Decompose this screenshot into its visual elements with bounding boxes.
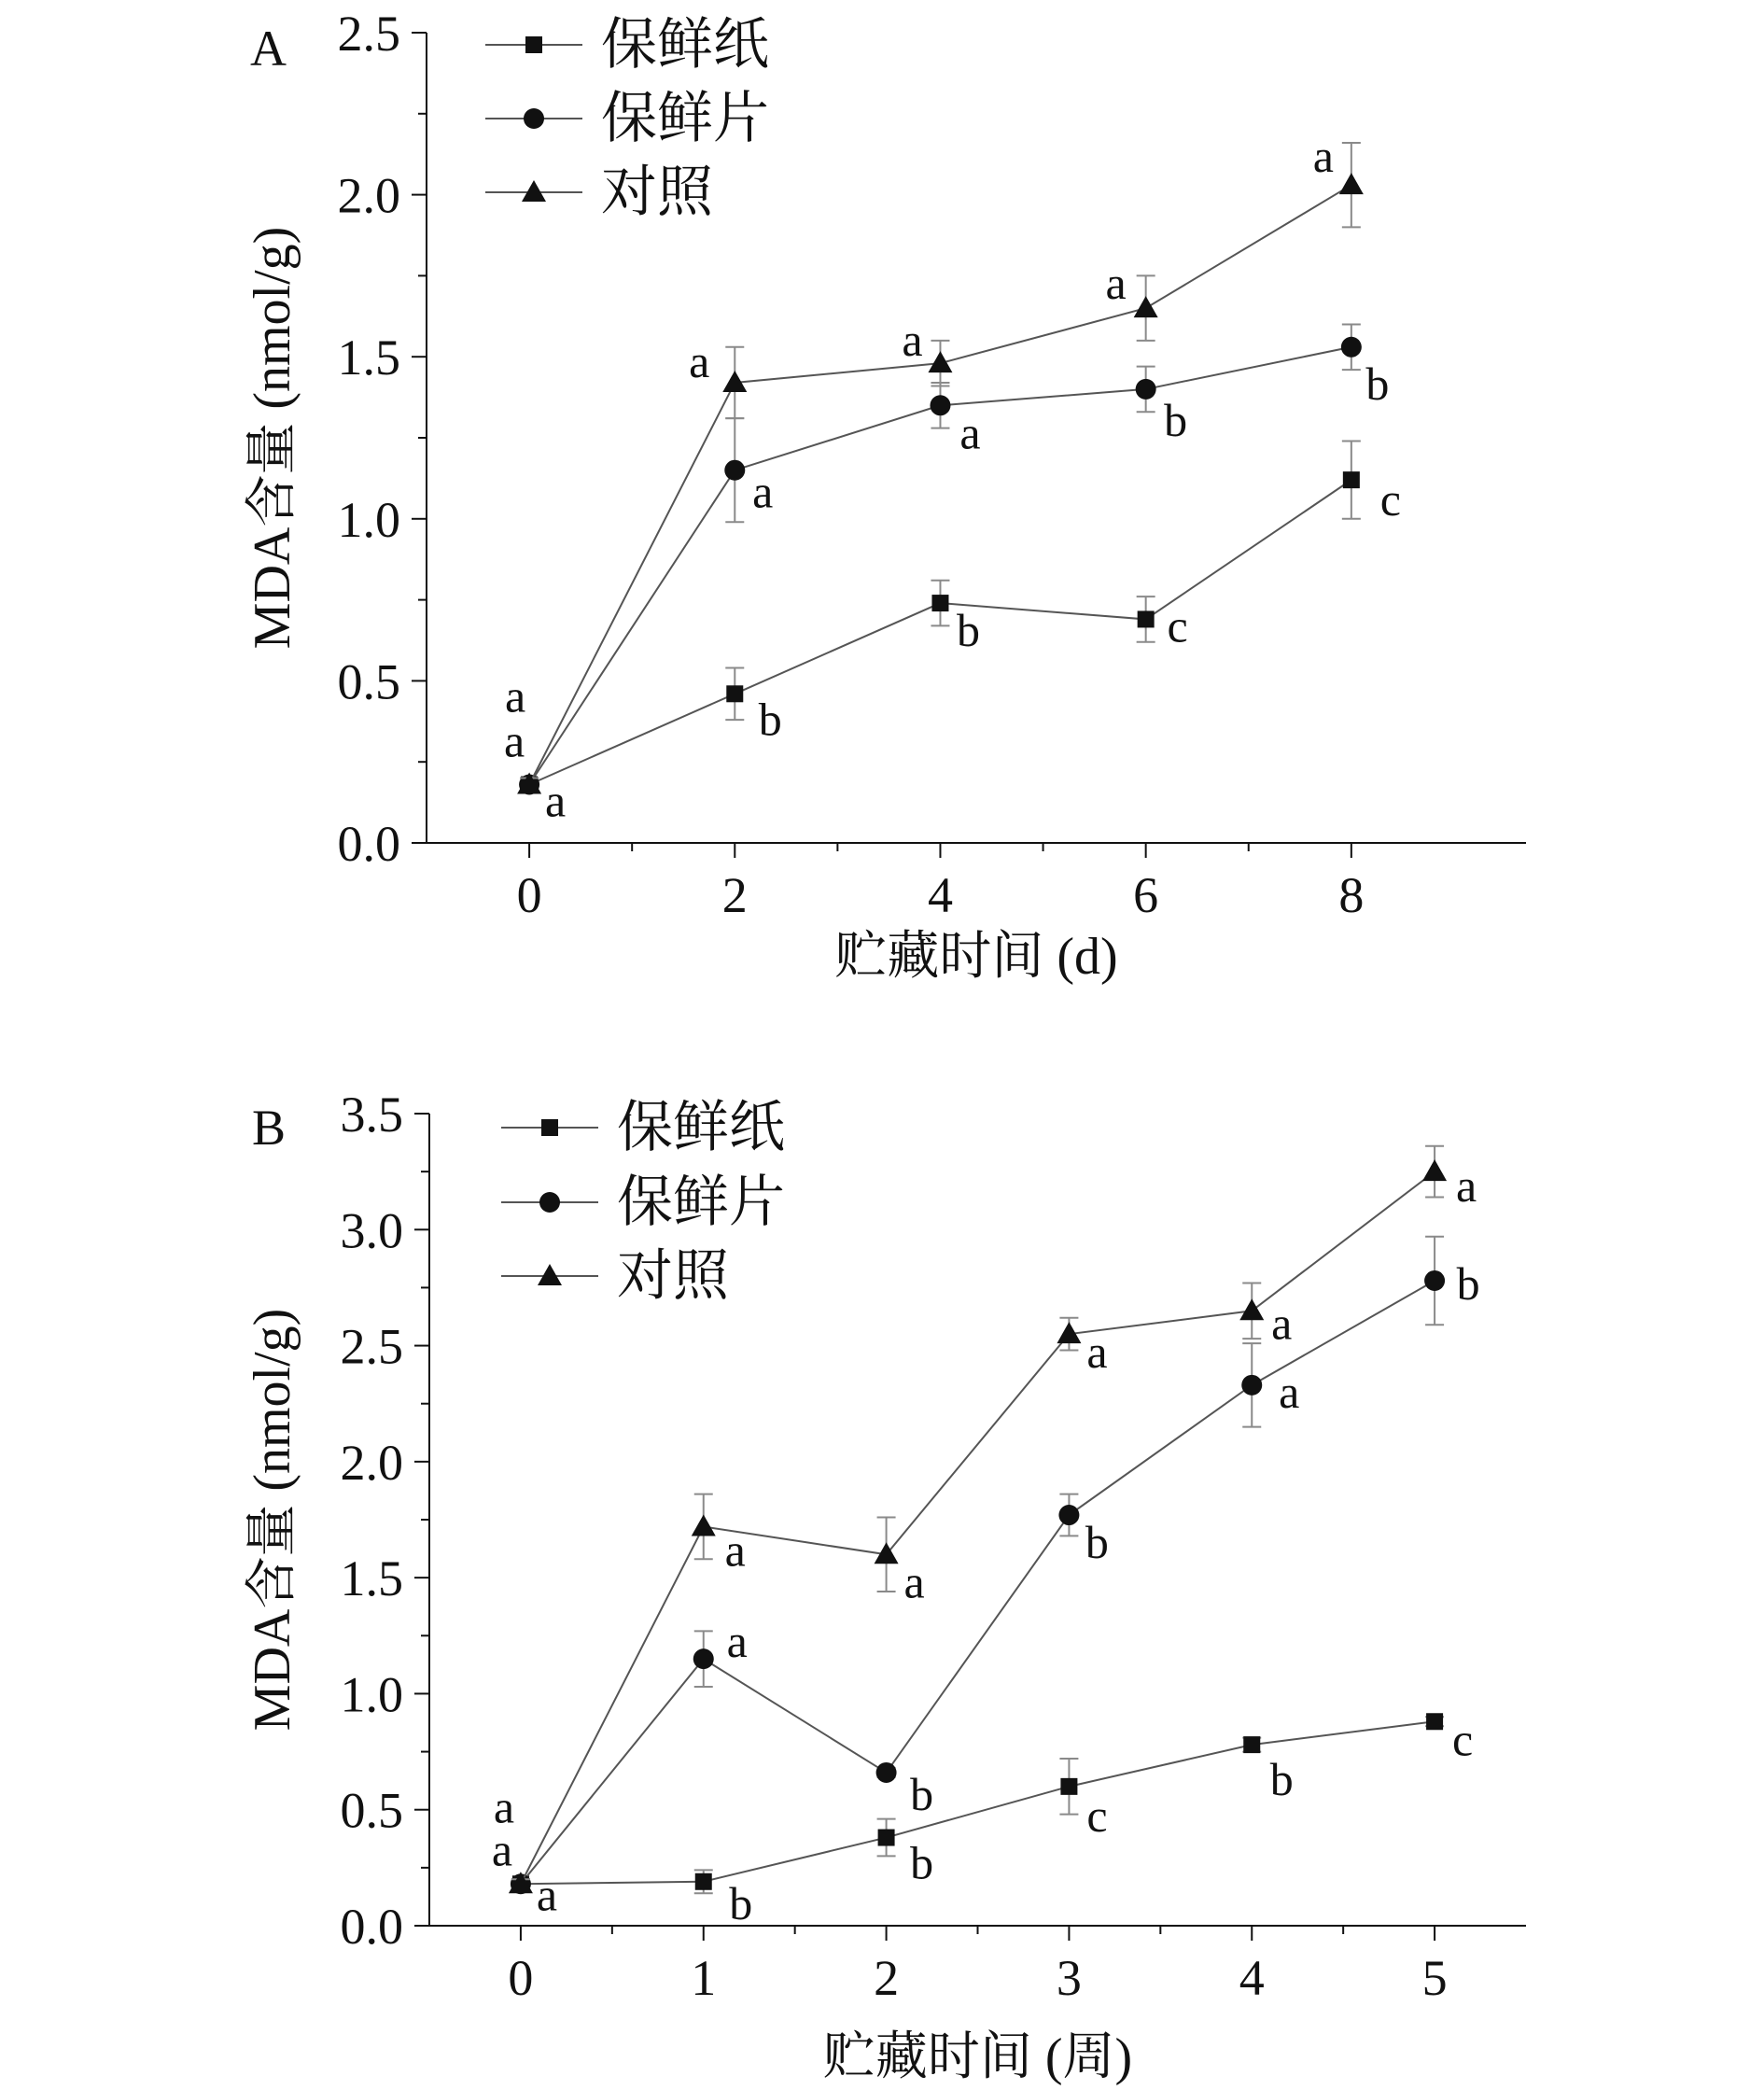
series-circle xyxy=(491,1237,1480,1895)
significance-letter: b xyxy=(910,1836,934,1889)
data-point-triangle xyxy=(1422,1159,1447,1181)
y-tick-label: 0.5 xyxy=(340,1782,403,1839)
data-point-square xyxy=(878,1830,895,1846)
series-triangle xyxy=(504,130,1364,793)
data-point-triangle xyxy=(692,1514,716,1536)
x-tick-label: 6 xyxy=(1133,867,1159,923)
significance-letter: b xyxy=(1269,1753,1294,1806)
data-point-square xyxy=(726,685,743,702)
data-point-circle xyxy=(1424,1270,1445,1291)
y-tick-label: 2.5 xyxy=(340,1318,403,1375)
significance-letter: a xyxy=(504,669,526,722)
series-line xyxy=(529,185,1351,784)
data-point-circle xyxy=(1136,379,1156,400)
x-axis-title: 贮藏时间 (d) xyxy=(834,928,1118,986)
significance-letter: a xyxy=(1279,1365,1300,1418)
y-tick-label: 1.5 xyxy=(340,1550,403,1607)
x-tick-label: 5 xyxy=(1421,1950,1448,2006)
panel-label: B xyxy=(252,1100,287,1156)
legend-marker-square xyxy=(525,36,542,53)
y-tick-label: 1.0 xyxy=(337,491,400,548)
significance-letter: a xyxy=(1105,257,1127,310)
y-tick-label: 2.0 xyxy=(337,167,400,224)
significance-letter: a xyxy=(491,1823,513,1876)
significance-letter: c xyxy=(1086,1788,1108,1842)
y-tick-label: 0.0 xyxy=(337,816,400,872)
data-point-triangle xyxy=(1339,173,1364,194)
significance-letter: a xyxy=(544,774,567,827)
significance-letter: a xyxy=(959,406,981,459)
legend-marker-triangle xyxy=(538,1264,562,1285)
data-point-square xyxy=(1060,1778,1077,1795)
data-point-triangle xyxy=(1239,1298,1264,1320)
chart-panel-A xyxy=(244,6,1526,986)
significance-letter: b xyxy=(1456,1256,1480,1310)
chart-panel-B xyxy=(244,1087,1526,2086)
data-point-circle xyxy=(724,460,745,481)
legend-label: 对照 xyxy=(617,1245,729,1307)
series-line xyxy=(529,480,1351,784)
data-point-square xyxy=(931,595,948,611)
y-tick-label: 2.5 xyxy=(337,6,400,62)
y-tick-label: 2.0 xyxy=(340,1434,403,1491)
series-line xyxy=(521,1721,1435,1884)
x-tick-label: 0 xyxy=(516,867,542,923)
data-point-square xyxy=(1343,471,1360,488)
significance-letter: c xyxy=(1379,473,1401,526)
data-point-square xyxy=(1138,610,1155,627)
y-axis-title: MDA含量 (nmol/g) xyxy=(244,1308,301,1732)
x-tick-label: 2 xyxy=(874,1950,900,2006)
significance-letter: a xyxy=(752,465,774,518)
significance-letter: b xyxy=(1085,1516,1109,1569)
data-point-circle xyxy=(930,395,950,415)
significance-letter: a xyxy=(536,1868,558,1921)
significance-letter: b xyxy=(910,1767,934,1820)
x-tick-label: 0 xyxy=(508,1950,534,2006)
significance-letter: c xyxy=(1167,599,1188,652)
y-tick-label: 3.5 xyxy=(340,1087,403,1143)
significance-letter: b xyxy=(1365,357,1390,410)
series-square xyxy=(520,441,1401,826)
data-point-circle xyxy=(1341,337,1362,358)
x-tick-label: 2 xyxy=(721,867,748,923)
x-tick-label: 1 xyxy=(691,1950,717,2006)
y-tick-label: 0.0 xyxy=(340,1899,403,1955)
legend-marker-square xyxy=(541,1119,558,1136)
significance-letter: b xyxy=(956,604,980,657)
x-tick-label: 4 xyxy=(927,867,953,923)
x-axis-title: 贮藏时间 (周) xyxy=(822,2028,1133,2086)
significance-letter: a xyxy=(1312,130,1334,183)
legend-label: 保鲜片 xyxy=(601,88,769,149)
legend-label: 保鲜纸 xyxy=(617,1097,785,1158)
significance-letter: a xyxy=(1271,1297,1293,1350)
x-tick-label: 3 xyxy=(1056,1950,1082,2006)
y-tick-label: 3.0 xyxy=(340,1202,403,1259)
x-tick-label: 8 xyxy=(1338,867,1365,923)
data-point-circle xyxy=(1241,1375,1262,1396)
y-axis-title: MDA含量 (nmol/g) xyxy=(244,226,301,650)
data-point-circle xyxy=(876,1762,897,1783)
data-point-square xyxy=(1243,1736,1260,1753)
y-tick-label: 1.0 xyxy=(340,1666,403,1723)
significance-letter: c xyxy=(1451,1713,1474,1766)
data-point-triangle xyxy=(1134,296,1158,317)
significance-letter: a xyxy=(724,1523,746,1577)
significance-letter: a xyxy=(902,314,923,367)
significance-letter: b xyxy=(1164,393,1188,446)
legend-marker-triangle xyxy=(522,180,546,202)
significance-letter: a xyxy=(493,1780,515,1833)
legend-label: 对照 xyxy=(601,161,713,223)
legend-marker-circle xyxy=(524,108,544,129)
series-square xyxy=(511,1713,1473,1929)
significance-letter: a xyxy=(1086,1326,1108,1379)
x-tick-label: 4 xyxy=(1239,1950,1265,2006)
significance-letter: a xyxy=(1455,1159,1477,1213)
y-tick-label: 0.5 xyxy=(337,653,400,710)
data-point-square xyxy=(1426,1713,1443,1730)
legend-label: 保鲜片 xyxy=(617,1171,785,1233)
panel-label: A xyxy=(250,21,287,77)
series-circle xyxy=(505,324,1389,794)
data-point-square xyxy=(695,1873,712,1890)
significance-letter: a xyxy=(726,1615,748,1668)
significance-letter: b xyxy=(729,1876,753,1929)
legend-marker-circle xyxy=(539,1192,560,1213)
data-point-circle xyxy=(693,1648,714,1669)
legend-label: 保鲜纸 xyxy=(601,14,769,76)
y-tick-label: 1.5 xyxy=(337,330,400,386)
significance-letter: a xyxy=(903,1555,925,1608)
significance-letter: b xyxy=(758,693,782,746)
significance-letter: a xyxy=(503,714,525,767)
significance-letter: a xyxy=(689,334,710,387)
data-point-circle xyxy=(1058,1505,1079,1525)
